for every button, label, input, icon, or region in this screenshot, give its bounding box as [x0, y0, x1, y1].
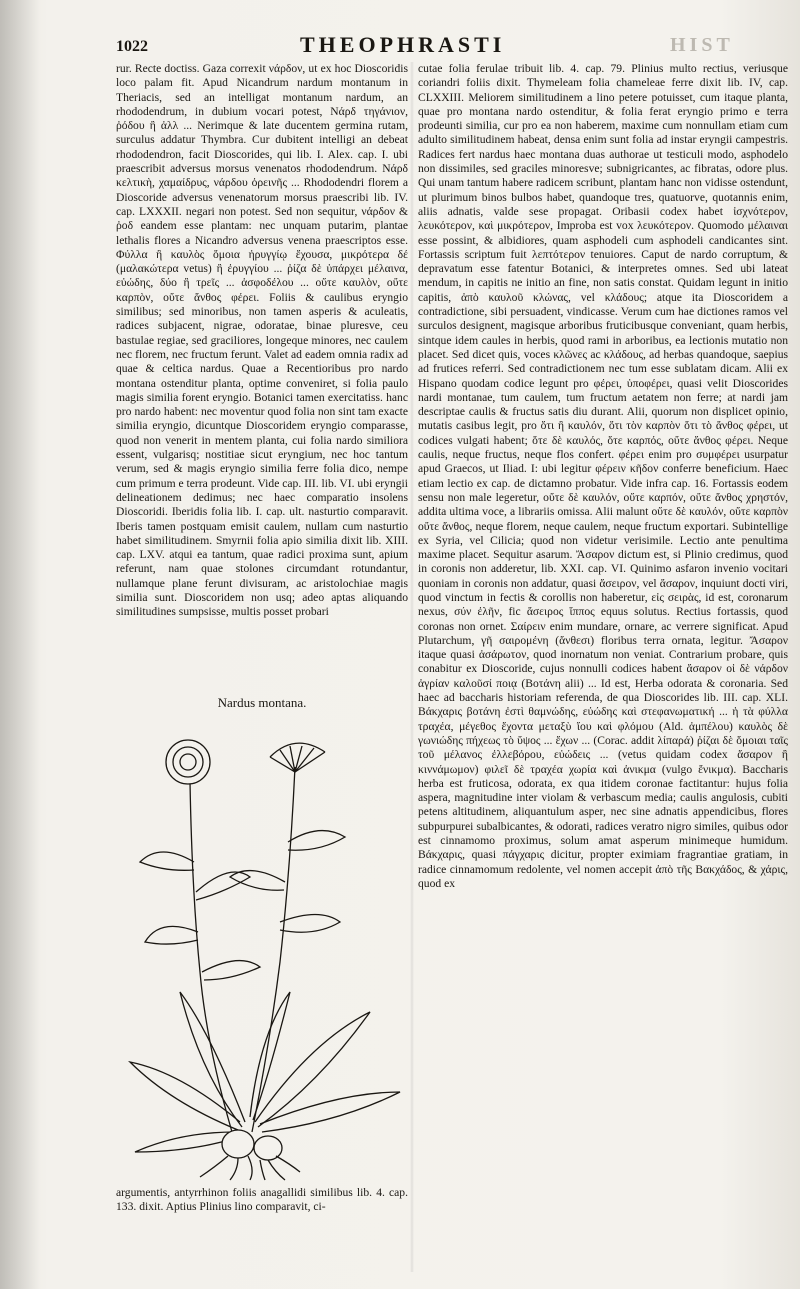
plant-woodcut-icon [120, 712, 406, 1182]
bleed-through-text: HIST [670, 34, 734, 56]
right-column [418, 62, 788, 891]
column-gutter [410, 62, 414, 1272]
right-column-text: cutae folia ferulae tribuit lib. 4. cap. 79. Plinius multo rectius, veriusque coriandri foliis dixit. Thymeleam folia chameleae ferre dixit lib. IV, cap. CLXXIII. Meliorem similitudinem a lino petere potuisset, cum itaque planta, quae pro montana nardo ostenditur, & folia ferat eryngio primo e terra prodeunti similia, cur pro ea non haberem, maxime cum nonnullam etiam cum adulto similitudinem habeat, densa enim sunt folia ad instar eryngii campestris. Radices fert nardus haec montana duas authorae ut testiculi modo, asphodelo non dissimiles, sed graciles minoresve; subnigricantes, ac fibratas, odore plus. Qui unam tantum habere radicem scribunt, plantam hanc non vidisse ostendunt, ut plurimum binos bulbos habet, quandoque tres, quatuorve, quotannis enim, aliis adnatis, valde sese propagat. Oribasii codex habet ἰσχνότερον, λευκότερον, καὶ μικρότερον, Improba est vox λευκότερον. Quomodo μέλαιναι esse possint, & albidiores, quam asphodeli cum asphodeli candicantes sint. Fortassis scriptum fuit λεπτότερον tenuiores. Caput de nardo corruptum, & depravatum esse fatentur Botanici, & interpretes omnes. Sed ubi lateat mendum, in capitis ne initio an fine, non satis constat. Quidam legunt in initio capitis, ἀπὸ καυλοῦ κλώνας, vel κλάδους; atque ita Dioscoridem a contradictione, sibi persuadent, vindicasse. Verum cum hae dictiones ramos vel surculos designent, magisque arboribus fruticibusque conveniant, quam herbis, sintque idem caules in herbis, quod rami in arboribus, ea lectionis mutatio non placet. Sed dicet quis, voces κλῶνες ac κλάδους, ad herbas quandoque, saepius ad frutices referri. Sed contradictionem nec tum esse sublatam dicam. Alii ex Hispano quodam codice legunt pro φέρει, ὑποφέρει, quasi velit Dioscorides nardi montanae, tum caulem, tum fructum aetatem non ferre; at nardi jam descriptae caulis & fructus satis diu durant. Alii, quorum non displicet opinio, mutatis casibus legit, pro ὅτι ἢ καυλόν, ὅτι τὸν καρπὸν ὅτι τὸ ἄνθος φέρει, ut codices vulgati habent; ὅτε δὲ καυλός, ὅτε καρπός, οὔτε ἄνθος φέρει. Neque caulis, neque fructus, neque flos confert. φέρει enim pro συμφέρει usurpatur apud Graecos, ut Iliad. I: ubi legitur φέρειν κῆδον conferre beneficium. Haec etiam lectio ex cap. de dictamno probatur. Vide infra cap. 16. Fortassis eodem sensu non male legeretur, οὔτε δὲ καυλόν, οὔτε καρπόν, οὔτε ἄνθος χρηστόν, addita ultima voce, a librariis omissa. Alii malunt οὔτε δὲ καυλόν, οὔτε καρπὸν οὔτε ἄνθος, neque florem, neque caulem, neque fructum exportari. Subintellige ex Syria, vel Cilicia; quod non videtur verisimile. Lectio ante penultima maxime placet. Sequitur asarum. Ἄσαρον dictum est, si Plinio credimus, quod in coronis non adderetur, lib. XXI. cap. VI. Quinimo asfaron invenio vocitari quoniam in coronis non addatur, quasi ἄσειρον, vel ἄσαρον, inquiunt docti viri, quod vinctum in fectis & corollis non haberetur, εἰς σειρὰς, id est, coronarum nexus, σύν ἐλῆν, fic ἄσειρος ἵππος equus solutus. Rectius fortassis, quod coronas non ornet. Σαίρειν enim mundare, ornare, ac verrere significat. Apud Plutarchum, γῆ σαιρομένη (ἄνθεσι) floribus terra ornata, legitur. Ἄσαρον itaque quasi ἀσάρωτον, quod inornatum non veniat. Contrarium probare, quis conabitur ex Dioscoride, cujus nonnulli codices habent ἄσαρον οἱ δὲ νάρδον ἀγρίαν καλοῦσί ποιᾳ (Βοτάνη alii) ... Id est, Herba odorata & coronaria. Sed haec ad baccharis historiam referenda, de qua Dioscorides lib. III. cap. XLI. Βάκχαρις βοτάνη ἐστὶ θαμνώδης, εὐώδης καὶ στεφανωματική ... ἡ τὰ φύλλα τραχέα, μέγεθος ἔχοντα μεταξὺ ἴου καὶ φλόμου (Ald. ἀμπέλου) καυλὸς δὲ γωνιώδης πήχεως τὸ ὕψος ... ἔχων ... (Corac. addit λίπαρά) ῥίζαι δὲ ὅμοιαι ταῖς τοῦ μέλανος ἐλλεβόρου, εὐώδεις ... (vetus quidam codex ἄσαρον ἢ κιννάμωμον) φιλεῖ δὲ τραχέα χωρία καὶ ἀνικμα (vulgo ἔνικμα). Baccharis herba est fruticosa, odorata, ex qua itidem coronae factitantur: hujus folia aspera, magnitudine inter violam & verbascum media; caulis angulosis, cubiti petens altitudinem, aliquantulum asper, nec sine adnatis appendicibus, flores subpurpurei subalbicantes, & odorati, radices veratro nigro similes, quibus odor est cinnamomo proximus, solum amat asperum minimeque humidum. Βάκχαρις, quasi πάγχαρις dicitur, propter eximiam fragrantiae gratiam, in radice cinnamomum redolente, vel nomen accepit ἀπὸ τῆς Βακχάδος, & χάρις, quod ex [418, 62, 788, 890]
binding-shadow [0, 0, 40, 1289]
left-column-text: rur. Recte doctiss. Gaza correxit νάρδον, ut ex hoc Dioscoridis loco palam fit. Apud Nicandrum nardum montanum in Theriacis, sed an intelligat montanum nardum, an rhododendrum, in dubium vocari potest, Νάρδ τηγάνιον, ῥόδου ἢ ἀλλ ... Nerimque & late ducentem germina rutam, surculus addatur Thymbra. Cur dubitent intelligi an debeat rhododendron, facit Dioscorides, qui lib. I. Alex. cap. I. ubi praescribit adversus morsus venenatos rhododendrum. Νάρδ κελτικὴ, χαμαίδρυς, νάρδου ὀρεινῆς ... Rhododendri florem a Dioscoride adversus venenatorum morsus praescribi lib. IV. cap. LXXXII. negari non potest. Sed non sequitur, νάρδον & ῥοδ eandem esse plantam: nec unquam putarim, plantae lethalis flores a Nicandro adversus venena praescriptos esse. Φύλλα ἢ καυλὸς ὅμοια ἠρυγγίῳ ἔχουσα, μικρότερα δέ (μαλακώτερα vetus) ἢ ἐρυγγίου ... ῥίζα δὲ ὑπάρχει μέλαινα, εὐώδης, δύο ἢ τρεῖς ... ἀσφοδέλου ... οὔτε καυλὸν, οὔτε καρπὸν, οὔτε ἄνθος φέρει. Foliis & caulibus eryngio similibus; sed minoribus, non tamen asperis & aculeatis, radices subjacent, nigrae, odoratae, binae pluresve, ceu bastulae regiae, sed graciliores, longeque minores, nec caulem nec florem, nec fructum ferunt. Valet ad eadem omnia radix ad quae & celtica nardus. Quae a Recentioribus pro nardo montana ostenditur planta, optime conveniret, si folia paulo magis similia forent eryngio. Botanici tamen exercitatiss. hanc pro nardo habent: nec moventur quod folia non sint tam exacte similia eryngio, dicuntque Dioscoridem eryngio comparasse, quod non venerit in mentem planta, cui folia nardo similiora essent, vulgarisq; nostitiae sicut eryngium, nec hoc tantum verum, sed & magis eryngio similia ferre folia dico, nempe cum primum e terra prodeunt. Vide cap. III. lib. VI. ubi eryngii delineationem dedimus; nec haec comparatio insolens Dioscoridi. Iberidis folia lib. I. cap. ult. nasturtio comparavit. Iberis tamen postquam emisit caulem, nullam cum nasturtio habet similitudinem. Smyrnii folia apio similia dixit lib. XIII. cap. LXV. atqui ea tantum, quae radici proxima sunt, apium referunt, nam quae stolones circumdant rotundantur, nullamque plane ferunt divisuram, ac aristolochiae magis similia sunt. Dioscoridem non usq; adeo aptas aliquando similitudines sumpsisse, multis posset probari [116, 62, 408, 619]
figure-caption: Nardus montana. [217, 695, 307, 710]
left-column-ending-text: argumentis, antyrrhinon foliis anagallidi similibus lib. 4. cap. 133. dixit. Aptius Plinius lino comparavit, ci- [116, 1186, 408, 1214]
page-header [110, 30, 790, 60]
left-column [116, 62, 408, 620]
left-column-ending [116, 1186, 408, 1215]
page-number: 1022 [116, 38, 148, 55]
running-title: THEOPHRASTI [300, 32, 506, 57]
